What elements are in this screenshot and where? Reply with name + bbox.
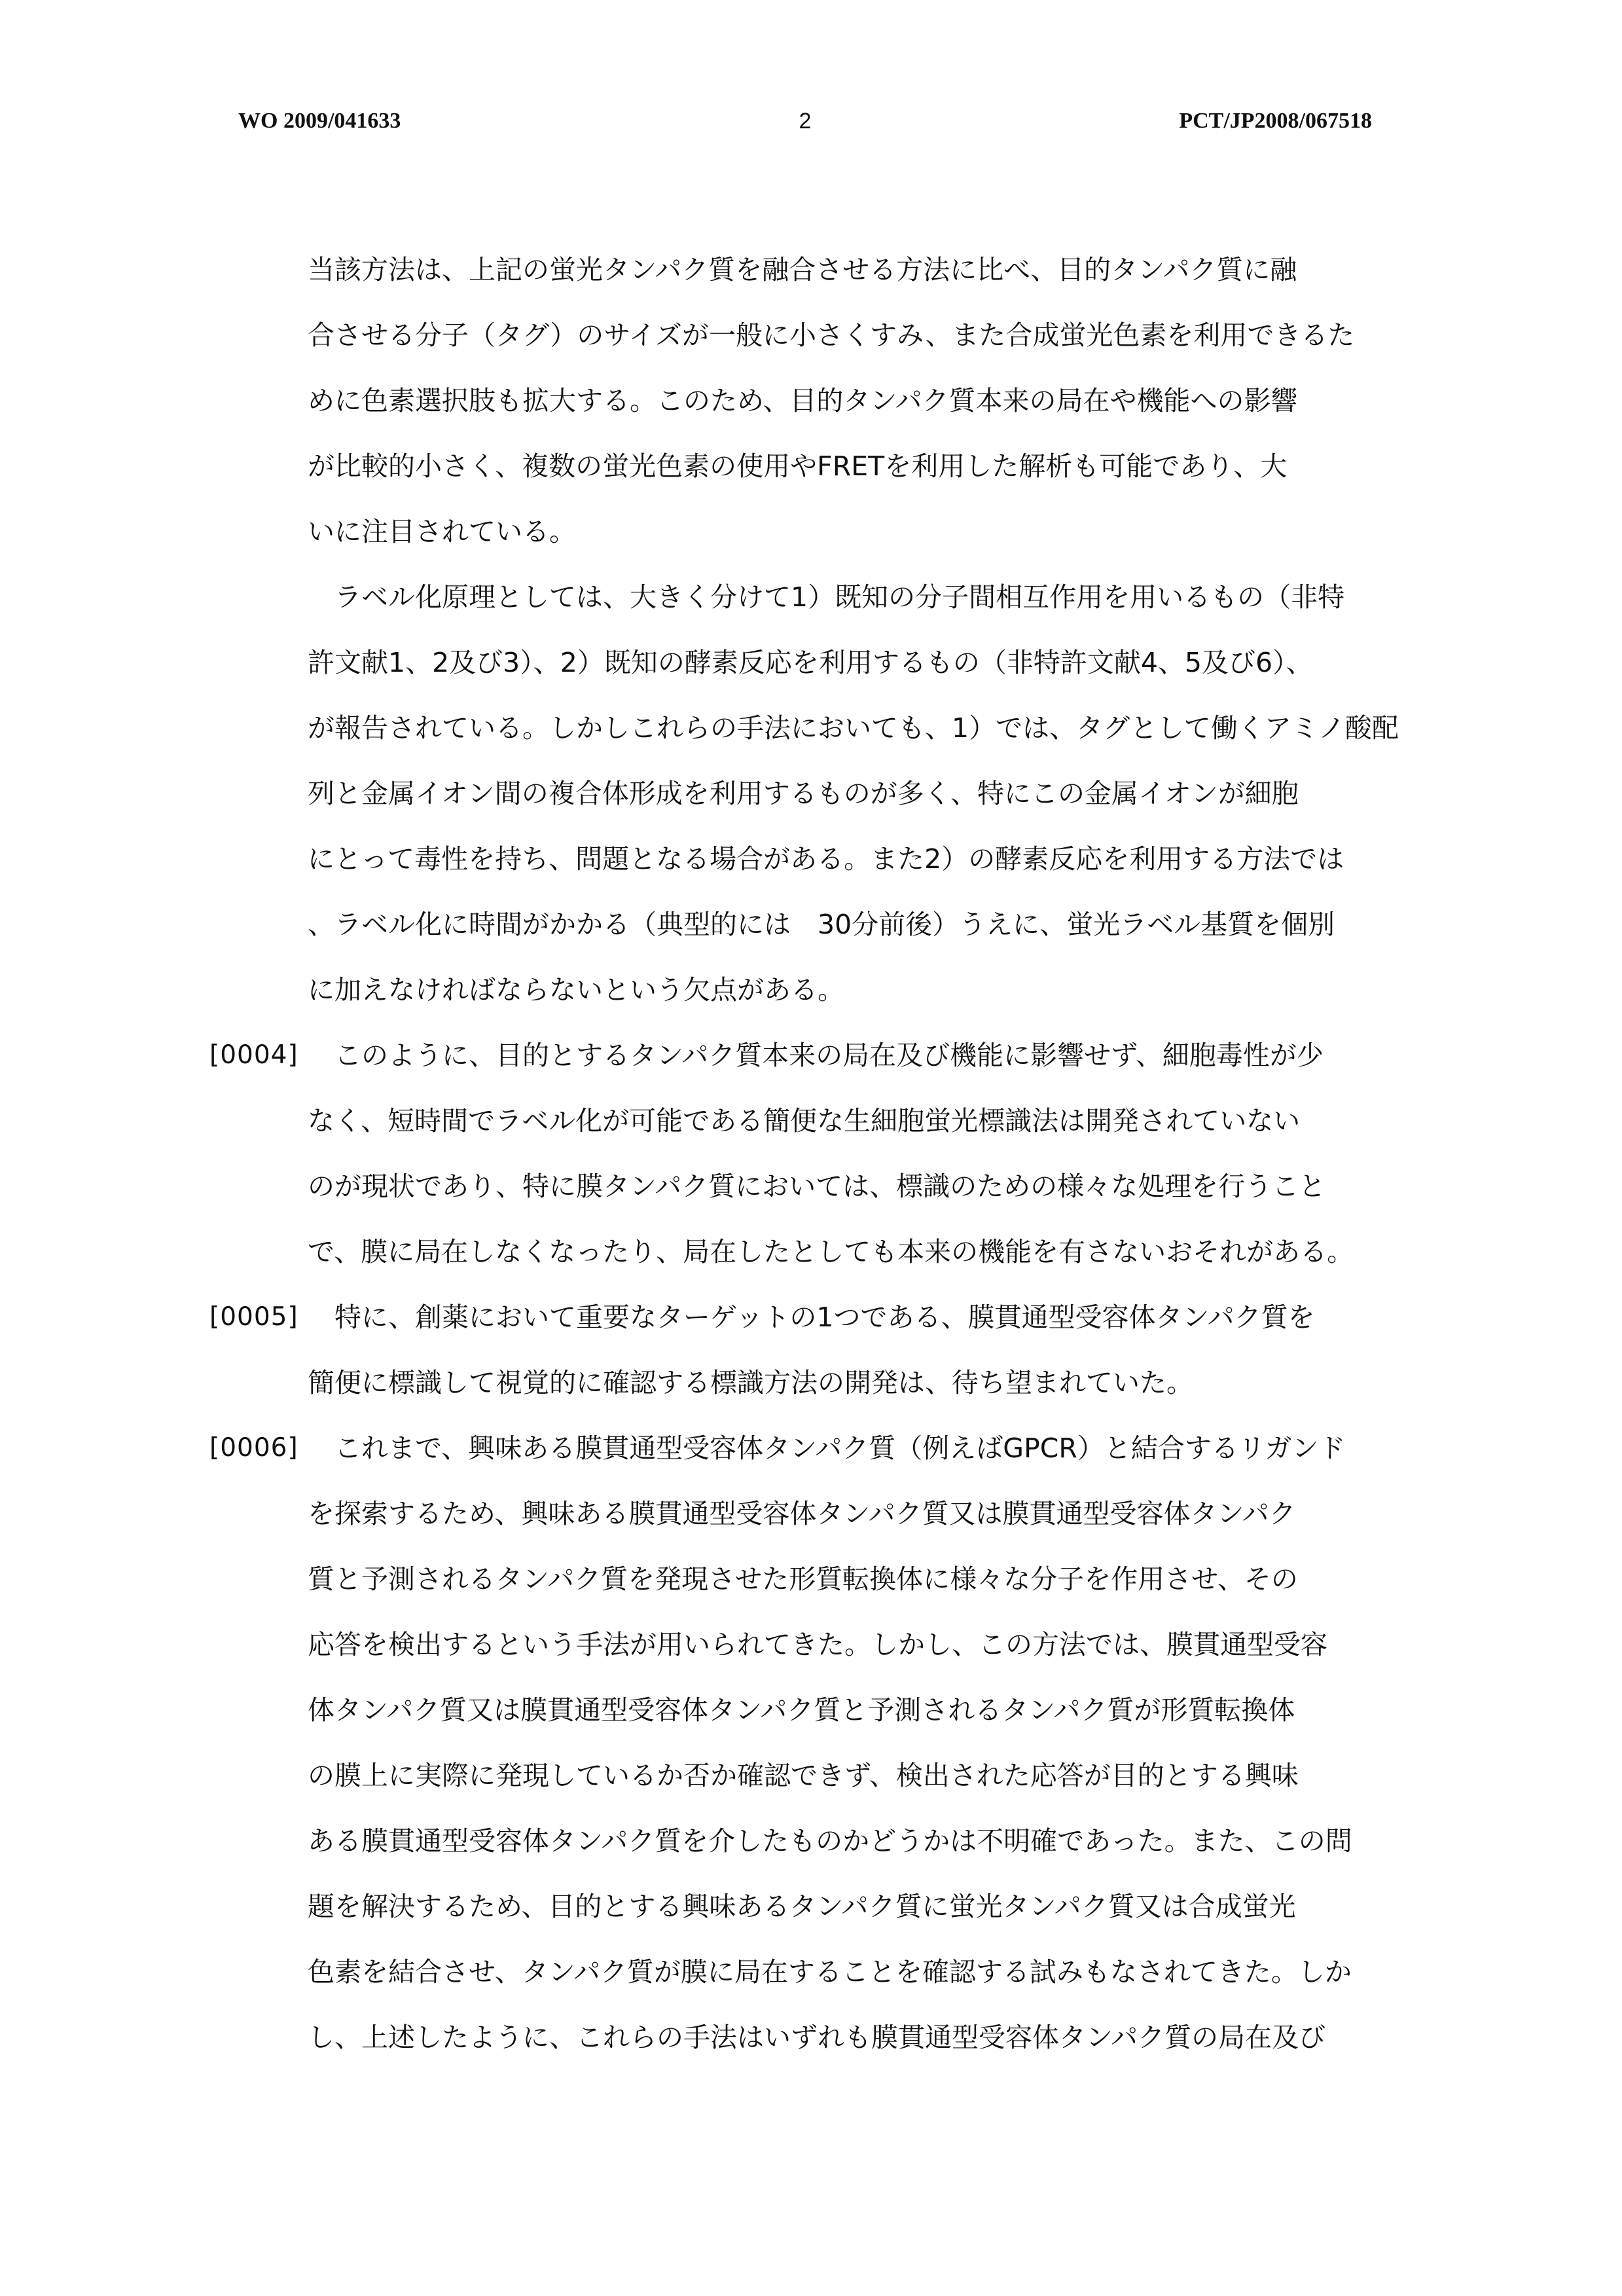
paragraph-number: [0004] [209, 1040, 298, 1070]
text-line: 題を解決するため、目的とする興味あるタンパク質に蛍光タンパク質又は合成蛍光 [308, 1891, 1296, 1922]
text-line: し、上述したように、これらの手法はいずれも膜貫通型受容体タンパク質の局在及び [308, 2022, 1326, 2053]
text-line: が比較的小さく、複数の蛍光色素の使用やFRETを利用した解析も可能であり、大 [308, 450, 1288, 482]
paragraph-number: [0006] [209, 1433, 298, 1463]
text-line: なく、短時間でラベル化が可能である簡便な生細胞蛍光標識法は開発されていない [308, 1105, 1301, 1137]
publication-number: WO 2009/041633 [238, 109, 401, 133]
paragraph [308, 564, 1440, 1023]
text-line: ある膜貫通型受容体タンパク質を介したものかどうかは不明確であった。また、この問 [308, 1825, 1352, 1857]
page-header [238, 109, 1372, 148]
document-body [209, 237, 1440, 2070]
paragraph-0006 [209, 1415, 1440, 2070]
text-line: 応答を検出するという手法が用いられてきた。しかし、この方法では、膜貫通型受容 [308, 1629, 1327, 1660]
text-line: の膜上に実際に発現しているか否か確認できず、検出された応答が目的とする興味 [308, 1760, 1299, 1791]
text-line: にとって毒性を持ち、問題となる場合がある。また2）の酵素反応を利用する方法では [308, 843, 1344, 875]
text-line: 当該方法は、上記の蛍光タンパク質を融合させる方法に比べ、目的タンパク質に融 [308, 254, 1297, 285]
text-line: めに色素選択肢も拡大する。このため、目的タンパク質本来の局在や機能への影響 [308, 385, 1298, 416]
text-line: で、膜に局在しなくなったり、局在したとしても本来の機能を有さないおそれがある。 [308, 1236, 1354, 1267]
text-line: これまで、興味ある膜貫通型受容体タンパク質（例えばGPCR）と結合するリガンド [308, 1432, 1346, 1464]
paragraph-number: [0005] [209, 1302, 298, 1332]
text-line: 合させる分子（タグ）のサイズが一般に小さくすみ、また合成蛍光色素を利用できるた [308, 319, 1355, 351]
text-line: 、ラベル化に時間がかかる（典型的には 30分前後）うえに、蛍光ラベル基質を個別 [308, 909, 1335, 940]
text-line: 体タンパク質又は膜貫通型受容体タンパク質と予測されるタンパク質が形質転換体 [308, 1694, 1295, 1726]
paragraph-0004 [209, 1023, 1440, 1285]
text-line: 特に、創薬において重要なターゲットの1つである、膜貫通型受容体タンパク質を [308, 1302, 1315, 1333]
text-line: いに注目されている。 [308, 516, 576, 547]
text-line: を探索するため、興味ある膜貫通型受容体タンパク質又は膜貫通型受容体タンパク [308, 1498, 1296, 1529]
text-line: のが現状であり、特に膜タンパク質においては、標識のための様々な処理を行うこと [308, 1171, 1326, 1202]
text-line: 列と金属イオン間の複合体形成を利用するものが多く、特にこの金属イオンが細胞 [308, 778, 1299, 809]
application-number: PCT/JP2008/067518 [1179, 109, 1372, 133]
text-line: が報告されている。しかしこれらの手法においても、1）では、タグとして働くアミノ酸配 [308, 712, 1399, 744]
paragraph [308, 237, 1440, 564]
text-line: このように、目的とするタンパク質本来の局在及び機能に影響せず、細胞毒性が少 [308, 1040, 1324, 1071]
text-line: に加えなければならないという欠点がある。 [308, 974, 844, 1006]
text-line: 質と予測されるタンパク質を発現させた形質転換体に様々な分子を作用させ、その [308, 1563, 1298, 1595]
text-line: 色素を結合させ、タンパク質が膜に局在することを確認する試みもなされてきた。しか [308, 1956, 1352, 1988]
text-line: 許文献1、2及び3）、2）既知の酵素反応を利用するもの（非特許文献4、5及び6）、 [308, 647, 1313, 678]
text-line: ラベル化原理としては、大きく分けて1）既知の分子間相互作用を用いるもの（非特 [308, 581, 1345, 613]
text-line: 簡便に標識して視覚的に確認する標識方法の開発は、待ち望まれていた。 [308, 1367, 1193, 1398]
page-number: 2 [799, 109, 812, 134]
paragraph-0005 [209, 1285, 1440, 1415]
